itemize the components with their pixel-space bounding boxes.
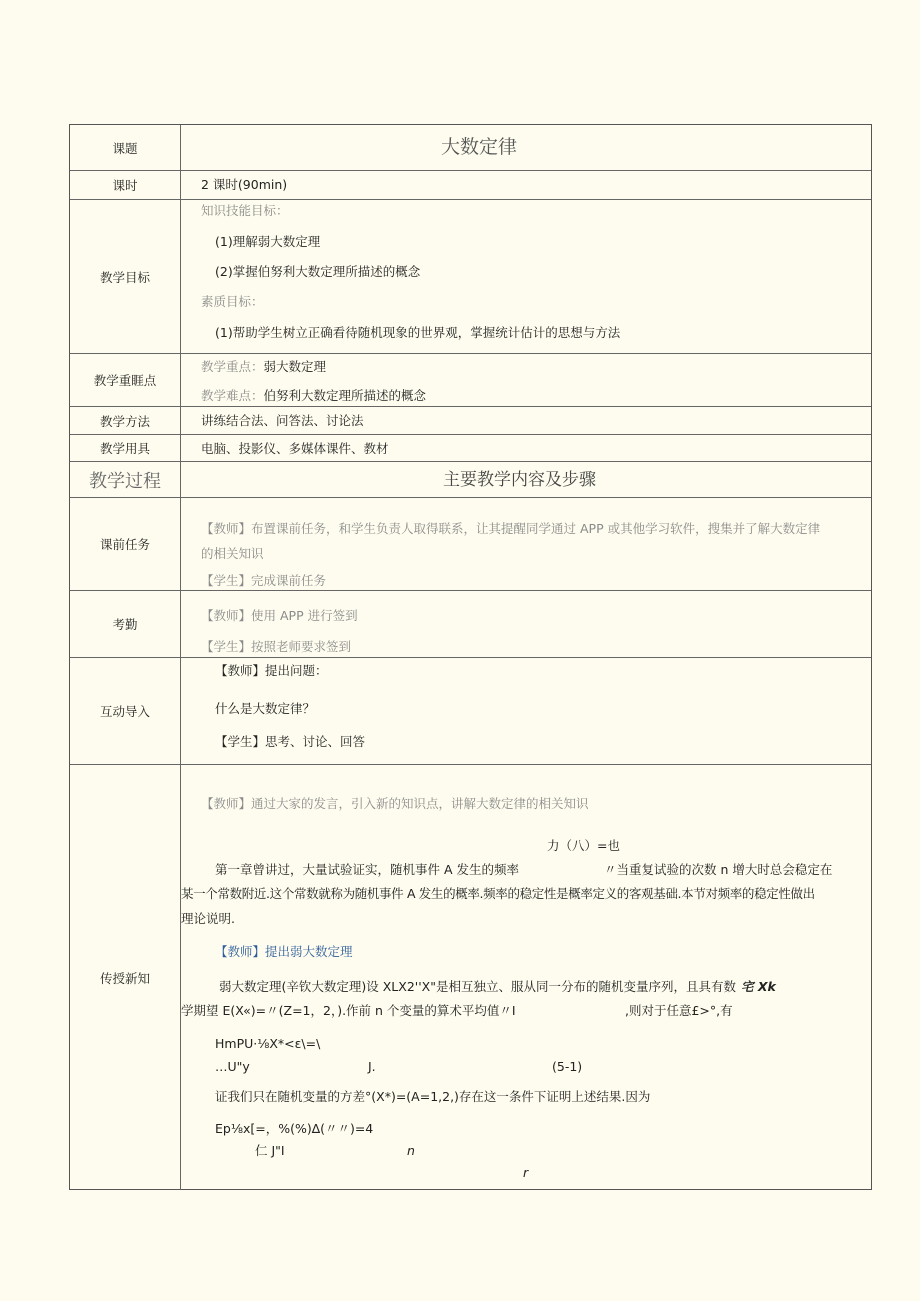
difficult-point-text: 伯努利大数定理所描述的概念 bbox=[263, 388, 427, 403]
intro-student: 【学生】思考、讨论、回答 bbox=[215, 734, 366, 749]
row-hours bbox=[70, 170, 871, 199]
focus-label: 教学重睚点 bbox=[70, 354, 181, 406]
para4-tail: 宅 Xk bbox=[741, 979, 776, 994]
pretask-teacher: 【教师】布置课前任务，和学生负责人取得联系，让其提醒同学通过 APP 或其他学习软件，搜集并了解大数定律 bbox=[201, 521, 821, 536]
process-label: 教学过程 bbox=[70, 462, 181, 497]
method-value: 讲练结合法、问答法、讨论法 bbox=[201, 413, 364, 428]
key-point bbox=[201, 361, 326, 374]
new-knowledge-label: 传授新知 bbox=[70, 765, 181, 1190]
tools-cell bbox=[181, 435, 871, 461]
skill-item-2: (2)掌握伯努利大数定理所描述的概念 bbox=[215, 264, 421, 279]
para1-a: 第一章曾讲过，大量试验证实，随机事件 A 发生的频率 bbox=[215, 862, 519, 877]
attendance-student: 【学生】按照老师要求签到 bbox=[201, 639, 352, 654]
equation-4c: r bbox=[523, 1165, 529, 1180]
intro-label: 互动导入 bbox=[70, 658, 181, 764]
quality-item-1: (1)帮助学生树立正确看待随机现象的世界观，掌握统计估计的思想与方法 bbox=[215, 325, 621, 340]
para4-c: ,则对于任意£>°,有 bbox=[625, 1003, 733, 1018]
tools-value: 电脑、投影仪、多媒体课件、教材 bbox=[201, 441, 389, 456]
topic-cell bbox=[181, 125, 871, 170]
topic-label: 课题 bbox=[70, 125, 181, 170]
row-attendance bbox=[70, 590, 871, 657]
attendance-cell bbox=[181, 591, 871, 657]
para1-b: 〃当重复试验的次数 n 增大时总会稳定在 bbox=[604, 862, 833, 877]
key-point-prefix: 教学重点： bbox=[201, 359, 264, 374]
skill-item-1: (1)理解弱大数定理 bbox=[215, 234, 321, 249]
hours-cell bbox=[181, 171, 871, 199]
process-header-cell bbox=[181, 462, 871, 497]
attendance-label: 考勤 bbox=[70, 591, 181, 657]
goals-cell bbox=[181, 200, 871, 353]
equation-2a: …U"y bbox=[215, 1059, 250, 1074]
row-tools bbox=[70, 434, 871, 461]
focus-cell bbox=[181, 354, 871, 406]
row-goals bbox=[70, 199, 871, 353]
equation-2b: J. bbox=[368, 1059, 376, 1074]
row-focus bbox=[70, 353, 871, 406]
intro-question: 什么是大数定律？ bbox=[215, 701, 316, 716]
row-method bbox=[70, 406, 871, 434]
difficult-point bbox=[201, 390, 426, 403]
row-process-header bbox=[70, 461, 871, 497]
key-point-text: 弱大数定理 bbox=[263, 359, 327, 374]
quality-heading: 素质目标： bbox=[201, 294, 264, 309]
row-new-knowledge bbox=[70, 764, 871, 1190]
proof-line: 证我们只在随机变量的方差°(X*)=(A=1,2,)存在这一条件下证明上述结果.因为 bbox=[215, 1089, 651, 1104]
para4-a: 弱大数定理(辛钦大数定理)设 XLX2''X"是相互独立、服从同一分布的随机变量序列，且具有数 bbox=[219, 979, 736, 994]
equation-4a: 仁 J"I bbox=[255, 1143, 285, 1158]
intro-cell bbox=[181, 658, 871, 764]
row-topic bbox=[70, 125, 871, 170]
skill-heading: 知识技能目标： bbox=[201, 203, 289, 218]
intro-teacher: 【教师】提出问题： bbox=[215, 663, 328, 678]
equation-4b: n bbox=[407, 1143, 415, 1158]
pretask-teacher-cont: 的相关知识 bbox=[201, 546, 264, 561]
equation-number: (5-1) bbox=[552, 1059, 583, 1074]
attendance-teacher: 【教师】使用 APP 进行签到 bbox=[201, 608, 358, 623]
pretask-cell bbox=[181, 498, 871, 590]
pretask-student: 【学生】完成课前任务 bbox=[201, 573, 327, 588]
row-intro bbox=[70, 657, 871, 764]
new-knowledge-cell bbox=[181, 765, 871, 1190]
lesson-plan-table bbox=[69, 124, 872, 1190]
new-teacher-intro: 【教师】通过大家的发言，引入新的知识点，讲解大数定律的相关知识 bbox=[201, 796, 589, 811]
method-label: 教学方法 bbox=[70, 407, 181, 434]
row-pretask bbox=[70, 497, 871, 590]
equation-1: HmPU·⅛X*<ε\=\ bbox=[215, 1036, 321, 1051]
para2: 某一个常数附近.这个常数就称为随机事件 A 发生的概率.频率的稳定性是概率定义的客观基础.本节对频率的稳定性做出 bbox=[181, 886, 815, 901]
para4-b: 学期望 E(X«)=〃(Z=1，2，).作前 n 个变量的算术平均值〃I bbox=[181, 1003, 516, 1018]
equation-3: Ep⅛x[=，%(%)∆(〃〃)=4 bbox=[215, 1121, 374, 1136]
hours-value: 2 课时(90min) bbox=[201, 177, 288, 192]
topic-title: 大数定律 bbox=[441, 136, 518, 158]
pretask-label: 课前任务 bbox=[70, 498, 181, 590]
method-cell bbox=[181, 407, 871, 434]
goals-label: 教学目标 bbox=[70, 200, 181, 353]
formula-frequency: 力（八）=也 bbox=[547, 838, 620, 853]
hours-label: 课时 bbox=[70, 171, 181, 199]
process-header-title: 主要教学内容及步骤 bbox=[443, 470, 596, 490]
tools-label: 教学用具 bbox=[70, 435, 181, 461]
teacher-weak-law: 【教师】提出弱大数定理 bbox=[215, 944, 353, 959]
difficult-point-prefix: 教学难点： bbox=[201, 388, 264, 403]
para3: 理论说明. bbox=[181, 911, 235, 926]
